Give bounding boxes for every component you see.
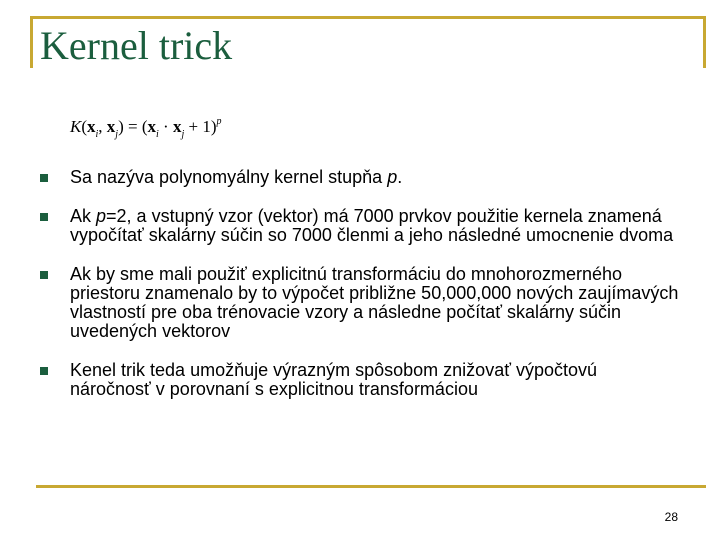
kernel-formula: $K(x_i$, $x_j) = (x_i \cdot x_j + 1)^p$ xyxy=(70,116,222,140)
square-bullet-icon xyxy=(40,174,48,182)
frame-right-line xyxy=(703,16,706,68)
bullet-list xyxy=(40,168,680,419)
frame-left-line xyxy=(30,16,33,68)
page-number: 28 xyxy=(664,510,678,524)
bullet-item: Ak p=2, a vstupný vzor (vektor) má 7000 prvkov použitie kernela znamená vypočítať skalárny súčin so 7000 členmi a jeho následné umocnenie dvoma xyxy=(40,207,680,245)
bullet-item: Sa nazýva polynomyálny kernel stupňa p. xyxy=(40,168,680,187)
square-bullet-icon xyxy=(40,213,48,221)
square-bullet-icon xyxy=(40,367,48,375)
slide-title: Kernel trick xyxy=(40,23,233,68)
bullet-item: Kenel trik teda umožňuje výrazným spôsobom znižovať výpočtovú náročnosť v porovnaní s explicitnou transformáciou xyxy=(40,361,680,399)
frame-top-line xyxy=(30,16,706,19)
square-bullet-icon xyxy=(40,271,48,279)
frame-bottom-line xyxy=(36,485,706,488)
bullet-item: Ak by sme mali použiť explicitnú transformáciu do mnohorozmerného priestoru znamenalo by to výpočet približne 50,000,000 nových zaujímavých vlastností pre oba trénovacie vzory a následne počítať skalárny súčin uvedených vektorov xyxy=(40,265,680,341)
